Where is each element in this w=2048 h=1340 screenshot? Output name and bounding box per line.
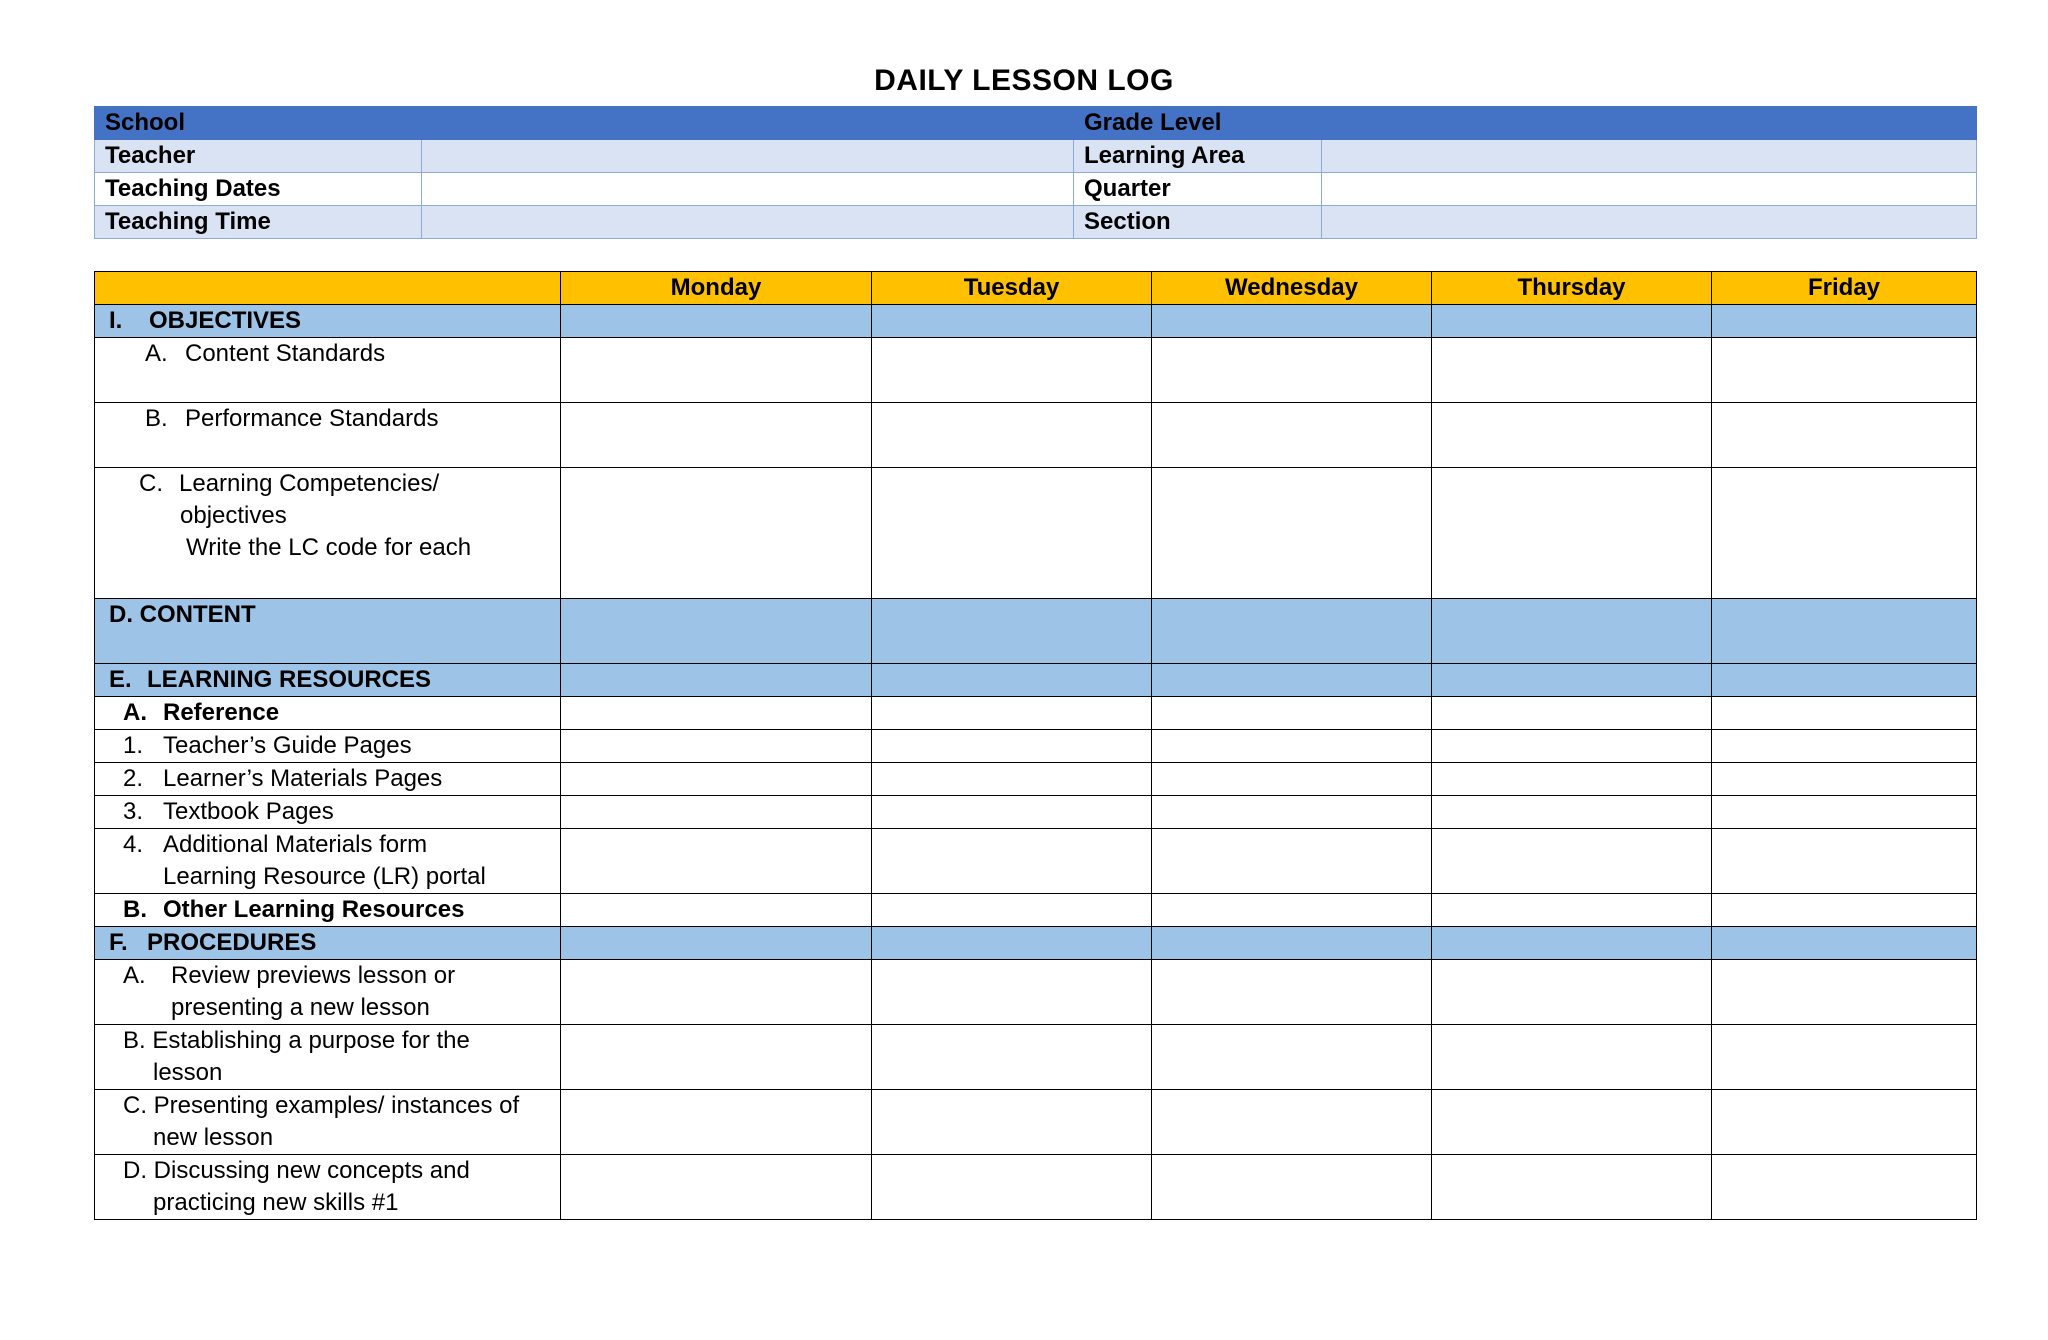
cell-tuesday[interactable] [872, 1155, 1152, 1220]
info-table [94, 106, 1977, 239]
cell-monday[interactable] [561, 1090, 872, 1155]
row-label: A. Content Standards [95, 338, 561, 403]
cell-tuesday[interactable] [872, 697, 1152, 730]
cell-wednesday[interactable] [1152, 468, 1432, 599]
section-field[interactable] [1322, 206, 1977, 239]
row-competencies [95, 468, 1977, 599]
cell-monday[interactable] [561, 796, 872, 829]
teacher-field[interactable] [422, 140, 1074, 173]
cell-monday[interactable] [561, 829, 872, 894]
cell-thursday[interactable] [1432, 1090, 1712, 1155]
teaching-time-field[interactable] [422, 206, 1074, 239]
cell-friday[interactable] [1712, 763, 1977, 796]
cell-thursday[interactable] [1432, 763, 1712, 796]
row-label: E. LEARNING RESOURCES [95, 664, 561, 697]
cell-tuesday[interactable] [872, 829, 1152, 894]
cell-tuesday[interactable] [872, 894, 1152, 927]
cell-thursday[interactable] [1432, 697, 1712, 730]
row-label: D. Discussing new concepts and practicing new skills #1 [95, 1155, 561, 1220]
cell-monday[interactable] [561, 894, 872, 927]
info-row-dates [95, 173, 1977, 206]
cell-monday[interactable] [561, 960, 872, 1025]
cell-friday[interactable] [1712, 403, 1977, 468]
cell-tuesday[interactable] [872, 796, 1152, 829]
row-label: B. Performance Standards [95, 403, 561, 468]
cell-thursday[interactable] [1432, 829, 1712, 894]
day-thursday: Thursday [1432, 272, 1712, 305]
cell-thursday[interactable] [1432, 403, 1712, 468]
teaching-dates-label: Teaching Dates [95, 173, 422, 206]
row-label: B. Other Learning Resources [95, 894, 561, 927]
grade-level-label: Grade Level [1074, 107, 1977, 140]
cell-wednesday[interactable] [1152, 894, 1432, 927]
cell-tuesday[interactable] [872, 763, 1152, 796]
cell-wednesday[interactable] [1152, 403, 1432, 468]
school-label: School [95, 107, 1074, 140]
cell-tuesday[interactable] [872, 1025, 1152, 1090]
cell-thursday[interactable] [1432, 894, 1712, 927]
cell-friday[interactable] [1712, 960, 1977, 1025]
cell-friday[interactable] [1712, 829, 1977, 894]
cell-tuesday[interactable] [872, 338, 1152, 403]
row-label: C. Learning Competencies/ objectives Write the LC code for each [95, 468, 561, 599]
cell-friday[interactable] [1712, 796, 1977, 829]
row-textbook [95, 796, 1977, 829]
corner-cell [95, 272, 561, 305]
day-tuesday: Tuesday [872, 272, 1152, 305]
cell-monday[interactable] [561, 697, 872, 730]
info-row-school [95, 107, 1977, 140]
teacher-label: Teacher [95, 140, 422, 173]
cell-monday[interactable] [561, 1025, 872, 1090]
page-title: DAILY LESSON LOG [874, 64, 1174, 97]
cell-wednesday[interactable] [1152, 730, 1432, 763]
cell-friday[interactable] [1712, 697, 1977, 730]
row-label: A. Review previews lesson or presenting a new lesson [95, 960, 561, 1025]
cell-thursday[interactable] [1432, 468, 1712, 599]
day-monday: Monday [561, 272, 872, 305]
row-label: F. PROCEDURES [95, 927, 561, 960]
learning-area-field[interactable] [1322, 140, 1977, 173]
cell-wednesday[interactable] [1152, 1155, 1432, 1220]
cell-tuesday[interactable] [872, 730, 1152, 763]
row-additional-materials [95, 829, 1977, 894]
learning-area-label: Learning Area [1074, 140, 1322, 173]
section-label: Section [1074, 206, 1322, 239]
row-label: 3. Textbook Pages [95, 796, 561, 829]
row-label: I. OBJECTIVES [95, 305, 561, 338]
cell-tuesday[interactable] [872, 468, 1152, 599]
row-label: A. Reference [95, 697, 561, 730]
cell-monday[interactable] [561, 338, 872, 403]
cell-friday[interactable] [1712, 1090, 1977, 1155]
row-objectives [95, 305, 1977, 338]
row-review [95, 960, 1977, 1025]
teaching-time-label: Teaching Time [95, 206, 422, 239]
cell-wednesday[interactable] [1152, 960, 1432, 1025]
row-label: 2. Learner’s Materials Pages [95, 763, 561, 796]
row-procedures [95, 927, 1977, 960]
cell-monday[interactable] [561, 1155, 872, 1220]
cell-monday[interactable] [561, 468, 872, 599]
row-learners-materials [95, 763, 1977, 796]
teaching-dates-field[interactable] [422, 173, 1074, 206]
cell-monday[interactable] [561, 403, 872, 468]
row-label: 1. Teacher’s Guide Pages [95, 730, 561, 763]
cell-thursday[interactable] [1432, 960, 1712, 1025]
row-performance-standards [95, 403, 1977, 468]
row-presenting [95, 1090, 1977, 1155]
cell-wednesday[interactable] [1152, 796, 1432, 829]
cell-wednesday[interactable] [1152, 338, 1432, 403]
info-row-time [95, 206, 1977, 239]
cell-wednesday[interactable] [1152, 763, 1432, 796]
cell-friday[interactable] [1712, 730, 1977, 763]
row-label: D. CONTENT [95, 599, 561, 664]
cell-thursday[interactable] [1432, 730, 1712, 763]
cell-thursday[interactable] [1432, 1155, 1712, 1220]
cell-thursday[interactable] [1432, 1025, 1712, 1090]
row-other-resources [95, 894, 1977, 927]
cell-thursday[interactable] [1432, 338, 1712, 403]
lesson-table [94, 271, 1977, 1220]
row-content-standards [95, 338, 1977, 403]
cell-tuesday[interactable] [872, 403, 1152, 468]
cell-thursday[interactable] [1432, 796, 1712, 829]
quarter-label: Quarter [1074, 173, 1322, 206]
quarter-field[interactable] [1322, 173, 1977, 206]
cell-wednesday[interactable] [1152, 1025, 1432, 1090]
cell-wednesday[interactable] [1152, 697, 1432, 730]
row-establishing [95, 1025, 1977, 1090]
cell-wednesday[interactable] [1152, 1090, 1432, 1155]
day-friday: Friday [1712, 272, 1977, 305]
cell-friday[interactable] [1712, 468, 1977, 599]
cell-friday[interactable] [1712, 894, 1977, 927]
row-label: 4. Additional Materials form Learning Resource (LR) portal [95, 829, 561, 894]
cell-wednesday[interactable] [1152, 829, 1432, 894]
cell-friday[interactable] [1712, 1025, 1977, 1090]
cell-friday[interactable] [1712, 338, 1977, 403]
cell-tuesday[interactable] [872, 960, 1152, 1025]
day-header-row [95, 272, 1977, 305]
row-teachers-guide [95, 730, 1977, 763]
cell-tuesday[interactable] [872, 1090, 1152, 1155]
cell-monday[interactable] [561, 763, 872, 796]
row-label: C. Presenting examples/ instances of new lesson [95, 1090, 561, 1155]
row-content [95, 599, 1977, 664]
row-learning-resources [95, 664, 1977, 697]
day-wednesday: Wednesday [1152, 272, 1432, 305]
row-label: B. Establishing a purpose for the lesson [95, 1025, 561, 1090]
cell-monday[interactable] [561, 730, 872, 763]
row-reference [95, 697, 1977, 730]
row-discussing [95, 1155, 1977, 1220]
cell-friday[interactable] [1712, 1155, 1977, 1220]
info-row-teacher [95, 140, 1977, 173]
